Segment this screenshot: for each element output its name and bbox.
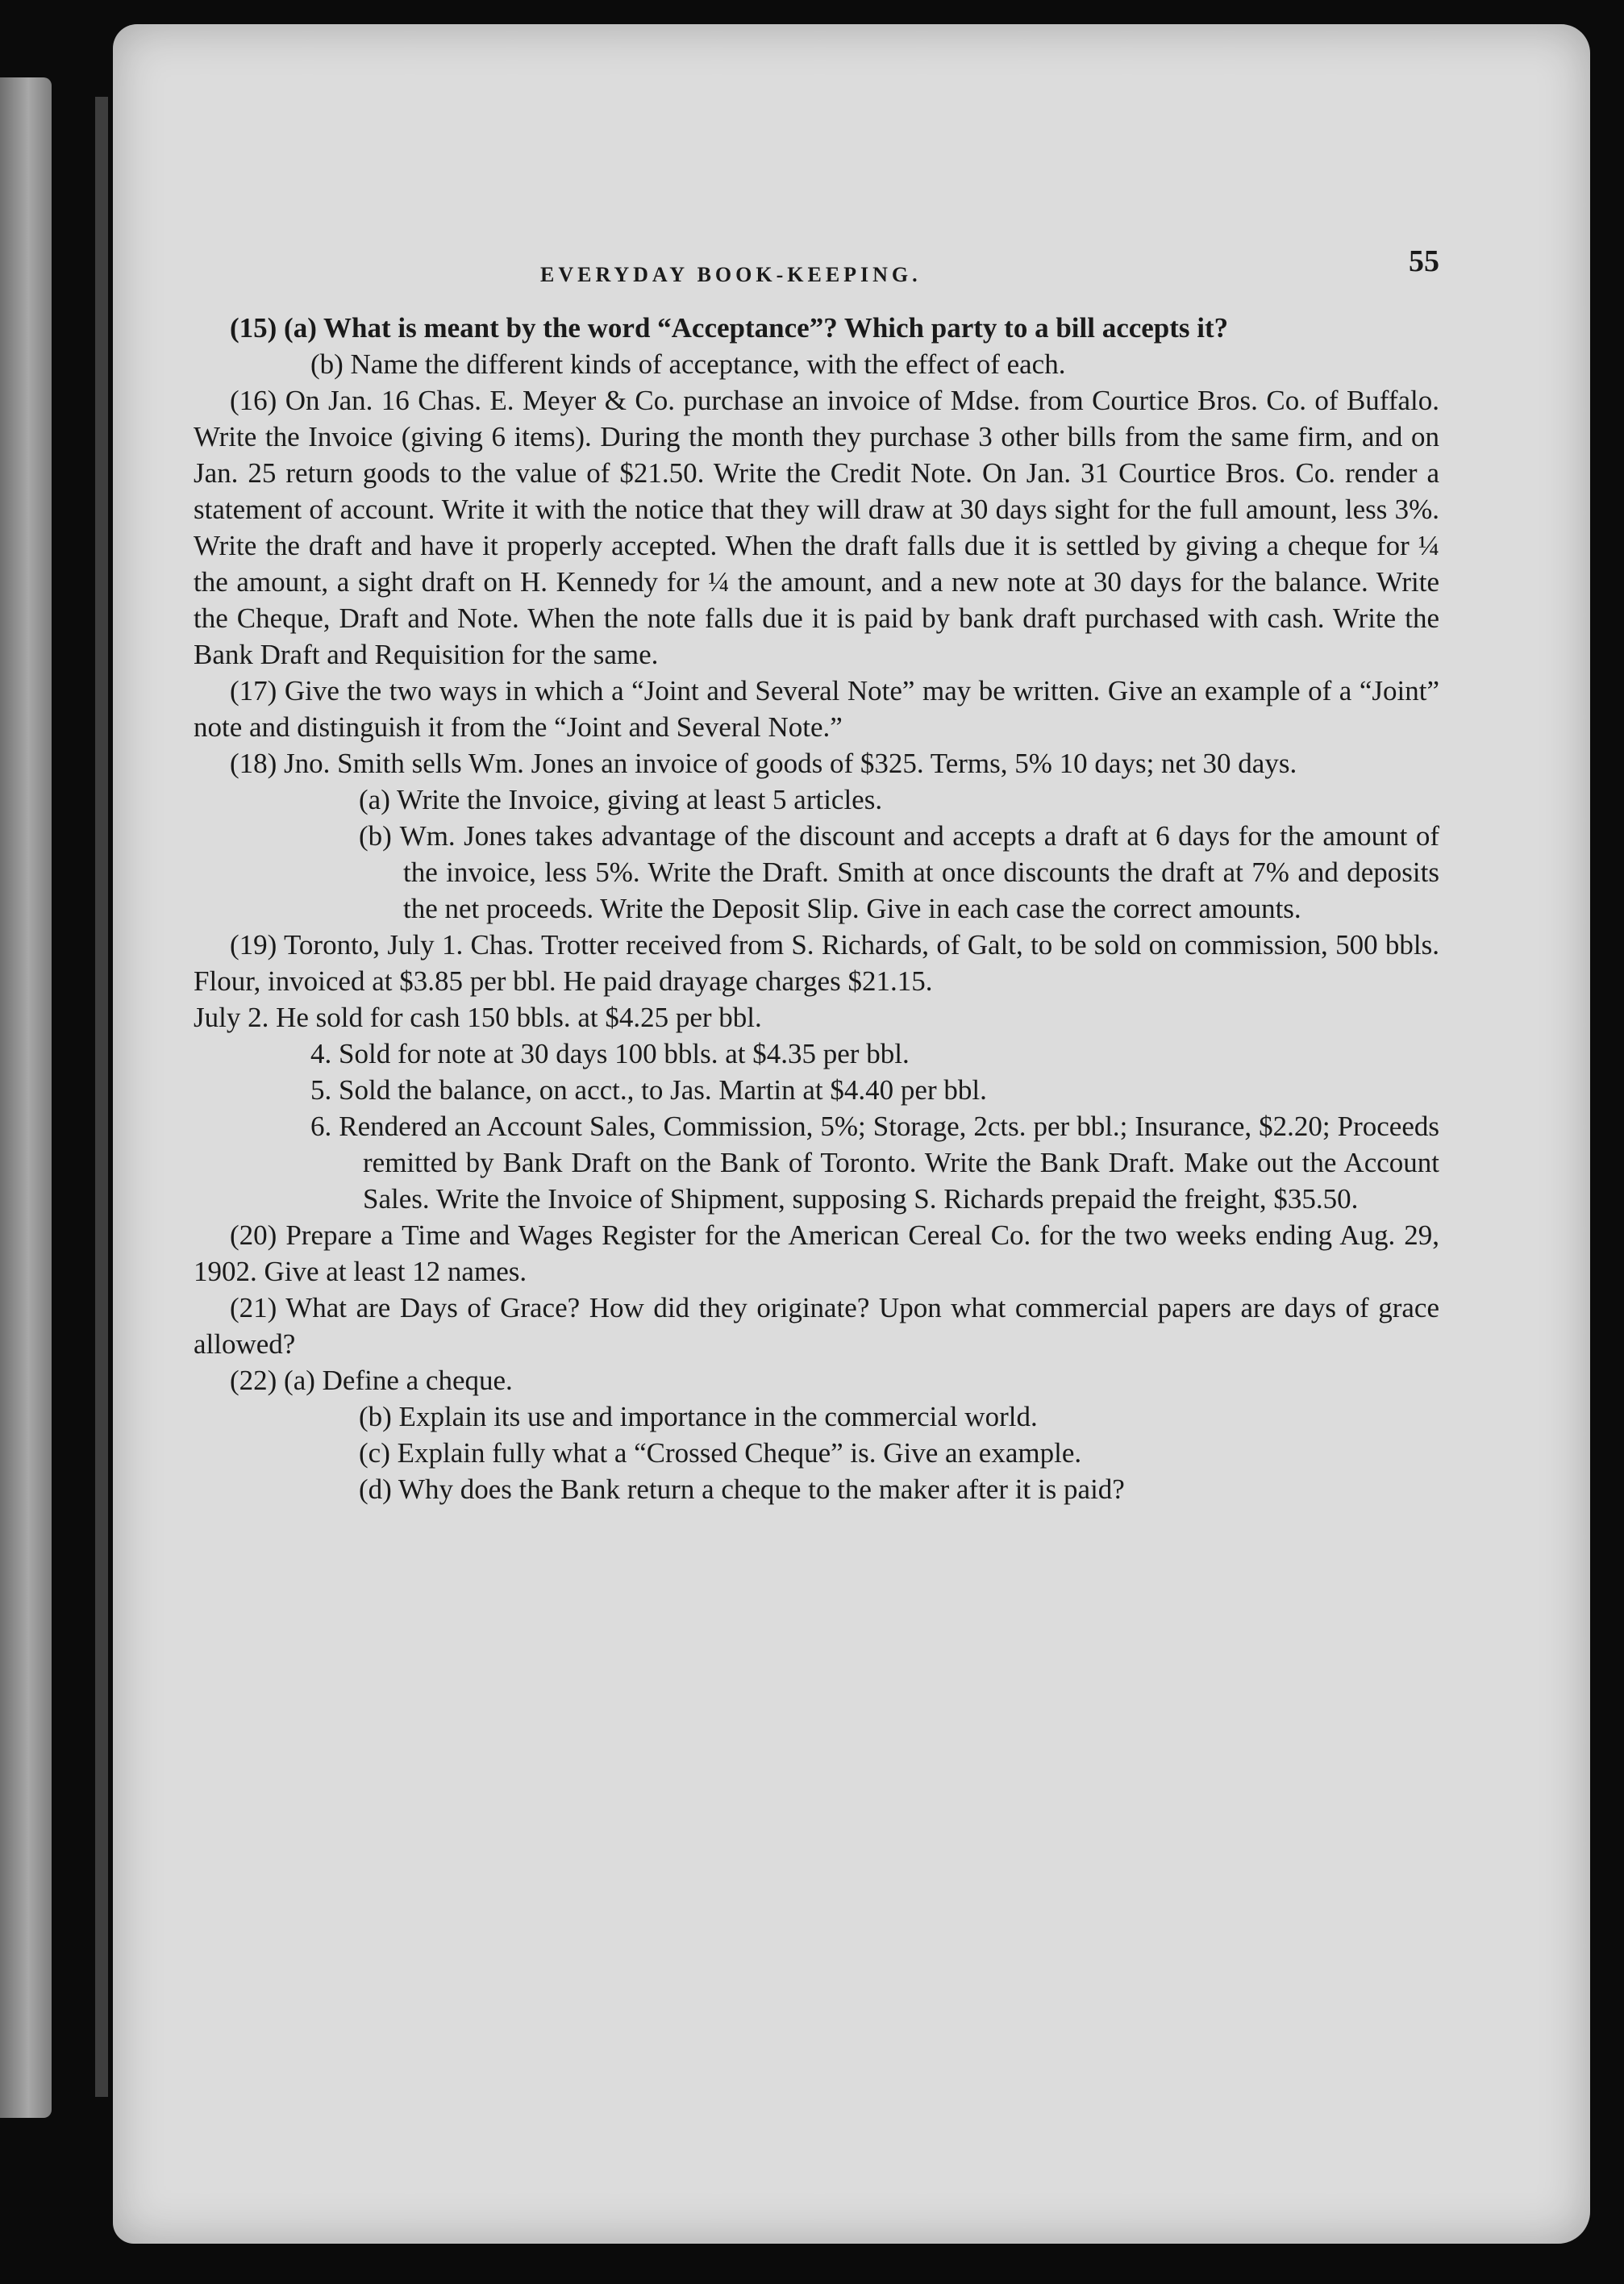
question-21: (21) What are Days of Grace? How did they originate? Upon what commercial papers are days of grace allowed? (194, 1292, 1439, 1360)
question-22d: (d) Why does the Bank return a cheque to the maker after it is paid? (359, 1473, 1125, 1505)
page-header (194, 235, 1439, 292)
question-18b: (b) Wm. Jones takes advantage of the discount and accepts a draft at 6 days for the amount of the invoice, less 5%. Write the Draft. Smith at once discounts the draft at 7% and deposits the net proceeds. Write the Deposit Slip. Give in each case the correct amounts. (359, 820, 1439, 924)
question-22c: (c) Explain fully what a “Crossed Cheque” is. Give an example. (359, 1437, 1082, 1469)
page-content (194, 235, 1439, 1507)
question-19-intro: (19) Toronto, July 1. Chas. Trotter received from S. Richards, of Galt, to be sold on commission, 500 bbls. Flour, invoiced at $3.85 per bbl. He paid drayage charges $21.15. (194, 929, 1439, 997)
question-22b: (b) Explain its use and importance in the commercial world. (359, 1401, 1038, 1432)
question-15a: (15) (a) What is meant by the word “Acceptance”? Which party to a bill accepts it? (230, 312, 1229, 344)
question-16: (16) On Jan. 16 Chas. E. Meyer & Co. purchase an invoice of Mdse. from Courtice Bros. Co. of Buffalo. Write the Invoice (giving 6 items). During the month they purchase 3 other bills from the same firm, and on Jan. 25 return goods to the value of $21.50. Write the Credit Note. On Jan. 31 Courtice Bros. Co. render a statement of account. Write it with the notice that they will draw at 30 days sight for the full amount, less 3%. Write the draft and have it properly accepted. When the draft falls due it is settled by giving a cheque for ¼ the amount, a sight draft on H. Kennedy for ¼ the amount, and a new note at 30 days for the balance. Write the Cheque, Draft and Note. When the note falls due it is paid by bank draft purchased with cash. Write the Bank Draft and Requisition for the same. (194, 385, 1439, 670)
adjacent-page-edge (0, 77, 52, 2118)
question-18-intro: (18) Jno. Smith sells Wm. Jones an invoice of goods of $325. Terms, 5% 10 days; net 30 days. (230, 748, 1297, 779)
question-17: (17) Give the two ways in which a “Joint and Several Note” may be written. Give an example of a “Joint” note and distinguish it from the “Joint and Several Note.” (194, 675, 1439, 743)
question-19-day-5: 5. Sold the balance, on acct., to Jas. Martin at $4.40 per bbl. (310, 1074, 987, 1106)
question-20: (20) Prepare a Time and Wages Register for the American Cereal Co. for the two weeks ending Aug. 29, 1902. Give at least 12 names. (194, 1219, 1439, 1287)
question-19-july-2: July 2. He sold for cash 150 bbls. at $4.25 per bbl. (194, 1002, 762, 1033)
question-18a: (a) Write the Invoice, giving at least 5 articles. (359, 784, 883, 815)
running-head: EVERYDAY BOOK-KEEPING. (540, 263, 922, 286)
page-number: 55 (1409, 244, 1439, 278)
page-gutter-shadow (95, 97, 108, 2097)
question-19-day-6: 6. Rendered an Account Sales, Commission, 5%; Storage, 2cts. per bbl.; Insurance, $2.20; Proceeds remitted by Bank Draft on the Bank of Toronto. Write the Bank Draft. Make out the Account Sales. Write the Invoice of Shipment, supposing S. Richards prepaid the freight, $35.50. (310, 1111, 1439, 1215)
question-15b: (b) Name the different kinds of acceptance, with the effect of each. (310, 348, 1066, 380)
question-22a: (22) (a) Define a cheque. (230, 1365, 513, 1396)
book-page (113, 24, 1590, 2244)
question-19-day-4: 4. Sold for note at 30 days 100 bbls. at $4.35 per bbl. (310, 1038, 910, 1069)
